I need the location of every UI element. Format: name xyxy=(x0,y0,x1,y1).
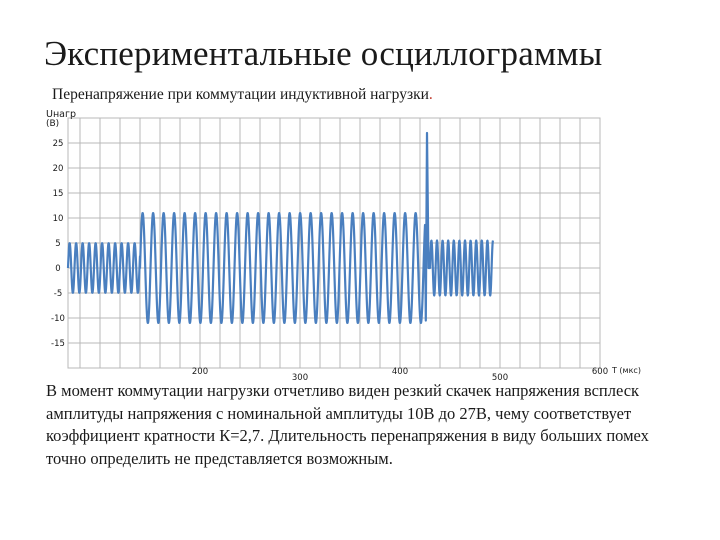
x-axis-label: T (мкс) xyxy=(612,366,641,375)
y-axis-unit: (В) xyxy=(46,119,60,129)
x-tick-label: 600 xyxy=(591,367,609,377)
y-tick-label: 0 xyxy=(55,264,61,274)
y-tick-label: 5 xyxy=(55,239,61,249)
x-tick-label: 200 xyxy=(191,367,209,377)
y-tick-label: -5 xyxy=(53,289,63,299)
y-tick-labels xyxy=(51,139,65,349)
description-paragraph: В момент коммутации нагрузки отчетливо виден резкий скачек напряжения всплеск амплитуды напряжения с номинальной амплитуды 10В до 27В, чему соответствует коэффициент кратности К=2,7. Длительность перенапряжения в виду больших помех точно определить не представляется возможным. xyxy=(46,381,649,468)
y-axis-label: Uнагр xyxy=(46,109,77,120)
y-tick-label: -10 xyxy=(51,314,65,324)
slide-title: Экспериментальные осциллограммы xyxy=(44,34,603,73)
subtitle-period: . xyxy=(428,86,433,103)
x-tick-label: 300 xyxy=(291,373,309,383)
y-tick-label: 25 xyxy=(52,139,64,149)
x-tick-label: 500 xyxy=(491,373,509,383)
x-tick-label: 400 xyxy=(391,367,409,377)
y-tick-label: 10 xyxy=(52,214,64,224)
y-tick-label: -15 xyxy=(51,339,65,349)
subtitle-text: Перенапряжение при коммутации индуктивной нагрузки xyxy=(52,86,429,103)
y-tick-label: 20 xyxy=(52,164,64,174)
y-tick-label: 15 xyxy=(52,189,64,199)
